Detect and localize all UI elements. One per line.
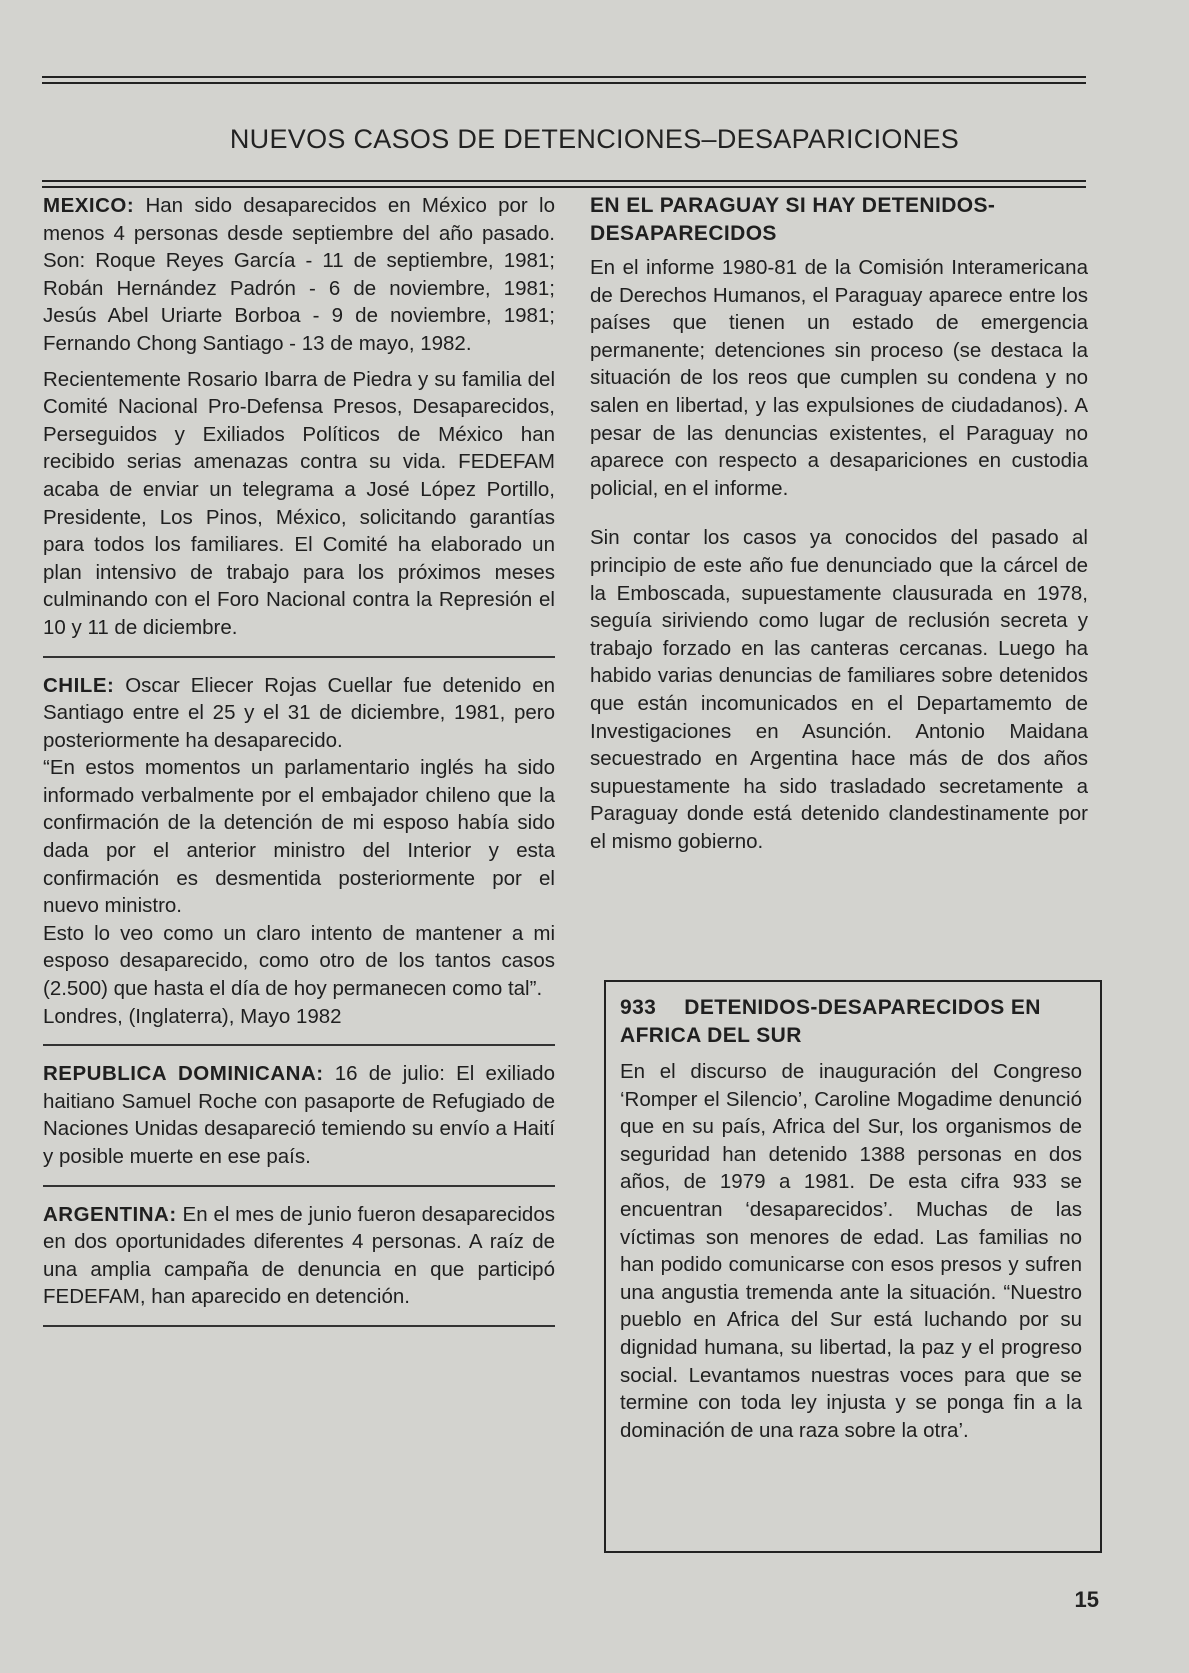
chile-section — [43, 672, 555, 1031]
page-number: 15 — [1074, 1587, 1099, 1612]
mexico-paragraph-2: Recientemente Rosario Ibarra de Piedra y su familia del Comité Nacional Pro-Defensa Presos, Desaparecidos, Perseguidos y Exiliados Políticos de México han recibido serias amenazas contra su vida. FEDEFAM acaba de enviar un telegrama a José López Portillo, Presidente, Los Pinos, México, solicitando garantías para todos los familiares. El Comité ha elaborado un plan intensivo de trabajo para los próximos meses culminando con el Foro Nacional contra la Represión el 10 y 11 de diciembre. — [43, 367, 555, 639]
chile-quote-2: Esto lo veo como un claro intento de mantener a mi esposo desaparecido, como otro de los tantos casos (2.500) que hasta el día de hoy permanecen como tal”. — [43, 921, 555, 1001]
title-rule-2 — [42, 186, 1086, 188]
top-rule-1 — [42, 76, 1086, 78]
argentina-paragraph: ARGENTINA: En el mes de junio fueron desaparecidos en dos oportunidades diferentes 4 personas. A raíz de una amplia campaña de denuncia en que participó FEDEFAM, han aparecido en detención. — [43, 1202, 555, 1309]
africa-heading: 933 DETENIDOS-DESAPARECIDOS EN AFRICA DEL SUR — [620, 996, 1041, 1047]
paraguay-paragraph-2: Sin contar los casos ya conocidos del pasado al principio de este año fue denunciado que la cárcel de la Emboscada, supuestamente clausurada en 1978, seguía siriviendo como lugar de reclusión secreta y trabajo forzado en las canteras cercanas. Luego ha habido varias denuncias de familiares sobre detenidos que están incomunicados en el Departamemto de Investigaciones en Asunción. Antonio Maidana secuestrado en Argentina hace más de dos años supuestamente ha sido trasladado secretamente a Paraguay donde está detenido clandestinamente por el mismo gobierno. — [590, 526, 1088, 853]
chile-dateline: Londres, (Inglaterra), Mayo 1982 — [43, 1004, 342, 1028]
chile-lead: CHILE: — [43, 673, 115, 697]
argentina-lead: ARGENTINA: — [43, 1202, 177, 1226]
paraguay-heading: EN EL PARAGUAY SI HAY DETENIDOS-DESAPARECIDOS — [590, 194, 996, 245]
page-title: NUEVOS CASOS DE DETENCIONES–DESAPARICIONES — [229, 124, 960, 154]
section-divider — [43, 1325, 555, 1327]
dominicana-lead: REPUBLICA DOMINICANA: — [43, 1062, 324, 1086]
africa-paragraph: En el discurso de inauguración del Congreso ‘Romper el Silencio’, Caroline Mogadime denunció que en su país, Africa del Sur, los organismos de seguridad han detenido 1388 personas en dos años, de 1979 a 1981. De esta cifra 933 se encuentran ‘desaparecidos’. Muchas de las víctimas son menores de edad. Las familias no han podido comunicarse con esos presos y sufren una angustia tremenda ante la situación. “Nuestro pueblo en Africa del Sur está luchando por su dignidad humana, su libertad, la paz y el progreso social. Levantamos nuestras voces para que se termine con toda ley injusta y se ponga fin a la dominación de una raza sobre la otra’. — [620, 1060, 1082, 1442]
section-divider — [43, 1185, 555, 1187]
section-divider — [43, 656, 555, 658]
chile-quote-1: “En estos momentos un parlamentario inglés ha sido informado verbalmente por el embajador chileno que la confirmación de la detención de mi esposo había sido dada por el anterior ministro del Interior y esta confirmación es desmentida posteriormente por el nuevo ministro. — [43, 756, 555, 918]
africa-box — [604, 980, 1102, 1553]
section-divider — [43, 1044, 555, 1046]
right-column — [590, 192, 1088, 855]
chile-paragraph-1: CHILE: Oscar Eliecer Rojas Cuellar fue detenido en Santiago entre el 25 y el 31 de diciembre, 1981, pero posteriormente ha desaparecido. — [43, 673, 555, 752]
africa-number: 933 — [620, 996, 657, 1019]
mexico-paragraph-1: MEXICO: Han sido desaparecidos en México por lo menos 4 personas desde septiembre del año pasado. Son: Roque Reyes García - 11 de septiembre, 1981; Robán Hernández Padrón - 6 de noviembre, 1981; Jesús Abel Uriarte Borboa - 9 de noviembre, 1981; Fernando Chong Santiago - 13 de mayo, 1982. — [43, 194, 555, 355]
top-rule-2 — [42, 82, 1086, 84]
mexico-lead: MEXICO: — [43, 194, 135, 217]
mexico-section — [43, 192, 555, 642]
dominicana-section — [43, 1060, 555, 1170]
dominicana-paragraph: REPUBLICA DOMINICANA: 16 de julio: El exiliado haitiano Samuel Roche con pasaporte de Refugiado de Naciones Unidas desapareció temiendo su envío a Haití y posible muerte en ese país. — [43, 1062, 555, 1168]
title-rule-1 — [42, 180, 1086, 182]
paraguay-paragraph-1: En el informe 1980-81 de la Comisión Interamericana de Derechos Humanos, el Paraguay aparece entre los países que tienen un estado de emergencia permanente; detenciones sin proceso (se destaca la situación de los reos que cumplen su condena y no salen en libertad, y las expulsiones de ciudadanos). A pesar de las denuncias existentes, el Paraguay no aparece con respecto a desapariciones en custodia policial, en el informe. — [590, 256, 1088, 500]
left-column — [43, 192, 555, 1341]
argentina-section — [43, 1201, 555, 1311]
